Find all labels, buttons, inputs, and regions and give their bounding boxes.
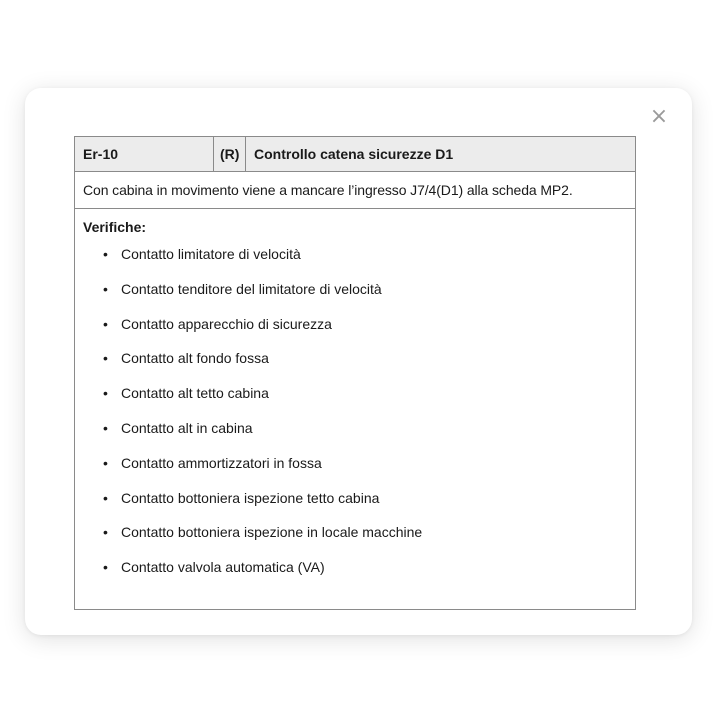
check-item <box>103 489 627 524</box>
error-header-row <box>75 137 636 172</box>
error-description: Con cabina in movimento viene a mancare l’ingresso J7/4(D1) alla scheda MP2. <box>75 172 636 209</box>
check-item <box>103 419 627 454</box>
error-code: Er-10 <box>75 137 214 172</box>
close-icon[interactable]: × <box>649 104 669 129</box>
checks-cell <box>75 209 636 610</box>
bullet-dot: • <box>103 350 108 367</box>
check-item-label: Contatto alt in cabina <box>121 419 253 436</box>
bullet-dot: • <box>103 385 108 402</box>
check-item <box>103 245 627 280</box>
check-item-label: Contatto bottoniera ispezione tetto cabina <box>121 489 380 506</box>
check-item-label: Contatto tenditore del limitatore di velocità <box>121 280 382 297</box>
check-item <box>103 349 627 384</box>
error-detail-dialog <box>25 88 692 635</box>
error-table <box>74 136 636 610</box>
checks-row <box>75 209 636 610</box>
error-title: Controllo catena sicurezze D1 <box>246 137 636 172</box>
check-item <box>103 523 627 558</box>
error-type: (R) <box>214 137 246 172</box>
check-item <box>103 558 627 593</box>
bullet-dot: • <box>103 524 108 541</box>
check-item-label: Contatto alt tetto cabina <box>121 385 269 402</box>
error-description-row <box>75 172 636 209</box>
checks-title: Verifiche: <box>83 219 147 235</box>
checks-list <box>83 245 627 593</box>
check-item-label: Contatto valvola automatica (VA) <box>121 559 325 576</box>
bullet-dot: • <box>103 454 108 471</box>
bullet-dot: • <box>103 419 108 436</box>
bullet-dot: • <box>103 280 108 297</box>
check-item-label: Contatto alt fondo fossa <box>121 350 269 367</box>
check-item <box>103 454 627 489</box>
bullet-dot: • <box>103 489 108 506</box>
check-item-label: Contatto apparecchio di sicurezza <box>121 315 332 332</box>
check-item-label: Contatto ammortizzatori in fossa <box>121 454 322 471</box>
bullet-dot: • <box>103 315 108 332</box>
check-item-label: Contatto limitatore di velocità <box>121 246 301 262</box>
check-item-label: Contatto bottoniera ispezione in locale macchine <box>121 524 423 541</box>
check-item <box>103 384 627 419</box>
check-item <box>103 315 627 350</box>
check-item <box>103 280 627 315</box>
bullet-dot: • <box>103 246 108 262</box>
bullet-dot: • <box>103 559 108 576</box>
